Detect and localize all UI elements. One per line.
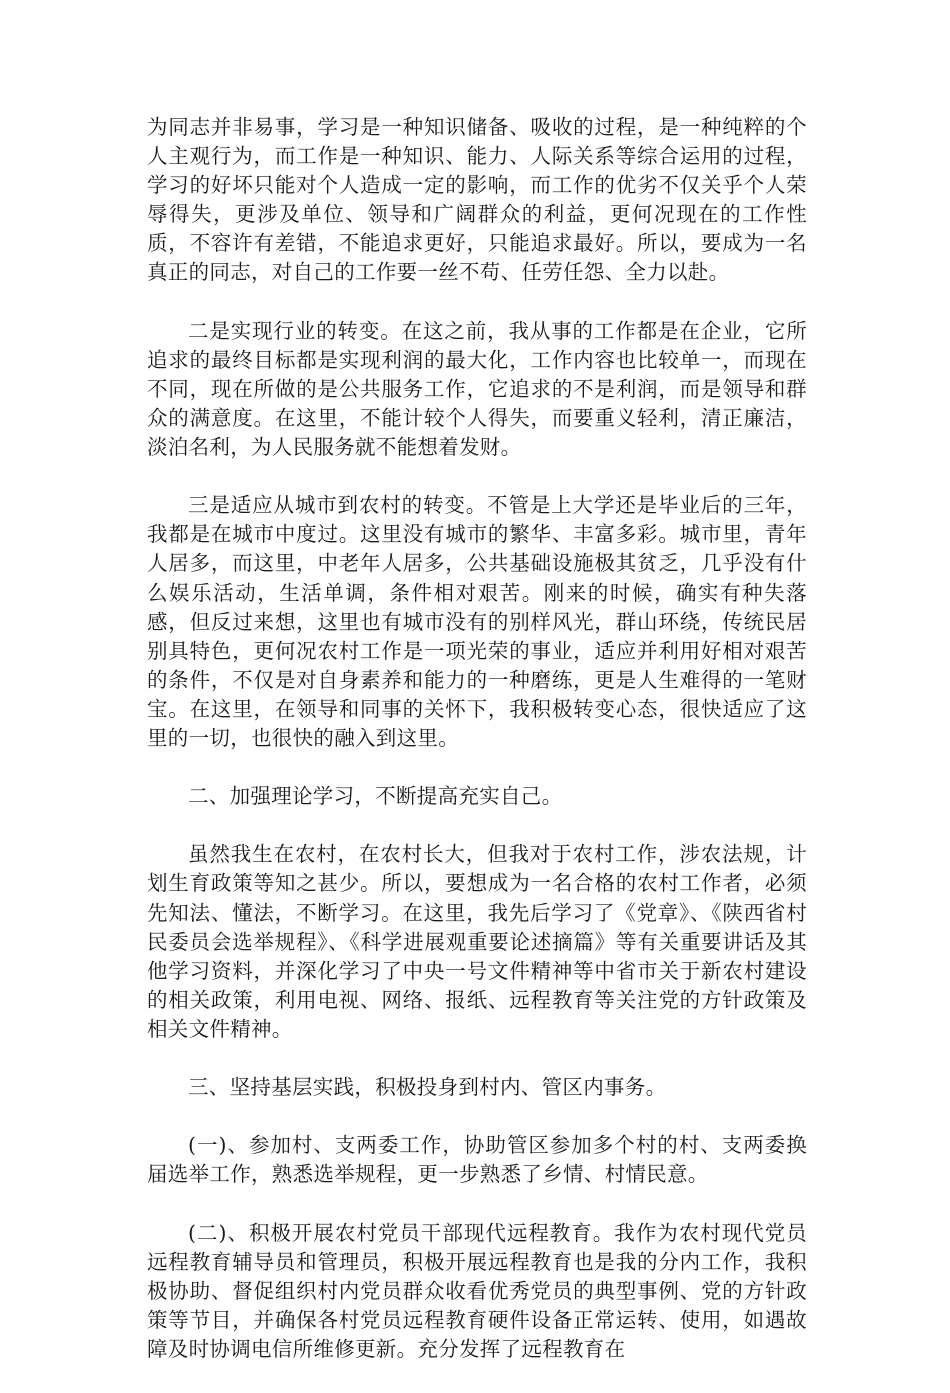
section-heading-grassroots-practice: 三、坚持基层实践，积极投身到村内、管区内事务。 [188, 1075, 667, 1100]
paragraph-item-one: (一)、参加村、支两委工作，协助管区参加多个村的村、支两委换届选举工作，熟悉选举规程，更一步熟悉了乡情、村情民意。 [147, 1133, 807, 1187]
paragraph-industry-transition: 二是实现行业的转变。在这之前，我从事的工作都是在企业，它所追求的最终目标都是实现利润的最大化，工作内容也比较单一，而现在不同，现在所做的是公共服务工作，它追求的不是利润，而是领导和群众的满意度。在这里，不能计较个人得失，而要重义轻利，清正廉洁，淡泊名利，为人民服务就不能想着发财。 [147, 318, 807, 460]
document-body [147, 113, 807, 1393]
paragraph-study-details: 虽然我生在农村，在农村长大，但我对于农村工作，涉农法规，计划生育政策等知之甚少。所以，要想成为一名合格的农村工作者，必须先知法、懂法，不断学习。在这里，我先后学习了《党章》、《陕西省村民委员会选举规程》、《科学进展观重要论述摘篇》等有关重要讲话及其他学习资料，并深化学习了中央一号文件精神等中省市关于新农村建设的相关政策，利用电视、网络、报纸、远程教育等关注党的方针政策及相关文件精神。 [147, 842, 807, 1041]
paragraph-city-to-rural: 三是适应从城市到农村的转变。不管是上大学还是毕业后的三年，我都是在城市中度过。这里没有城市的繁华、丰富多彩。城市里，青年人居多，而这里，中老年人居多，公共基础设施极其贫乏，几乎没有什么娱乐活动，生活单调，条件相对艰苦。刚来的时候，确实有种失落感，但反过来想，这里也有城市没有的别样风光，群山环绕，传统民居别具特色，更何况农村工作是一项光荣的事业，适应并利用好相对艰苦的条件，不仅是对自身素养和能力的一种磨练，更是人生难得的一笔财宝。在这里，在领导和同事的关怀下，我积极转变心态，很快适应了这里的一切，也很快的融入到这里。 [147, 493, 807, 750]
paragraph-continuation: 为同志并非易事，学习是一种知识储备、吸收的过程，是一种纯粹的个人主观行为，而工作是一种知识、能力、人际关系等综合运用的过程，学习的好坏只能对个人造成一定的影响，而工作的优劣不仅关乎个人荣辱得失，更涉及单位、领导和广阔群众的利益，更何况现在的工作性质，不容许有差错，不能追求更好，只能追求最好。所以，要成为一名真正的同志，对自己的工作要一丝不苟、任劳任怨、全力以赴。 [147, 115, 807, 285]
paragraph-item-two: (二)、积极开展农村党员干部现代远程教育。我作为农村现代党员远程教育辅导员和管理员，积极开展远程教育也是我的分内工作，我积极协助、督促组织村内党员群众收看优秀党员的典型事例、党的方针政策等节目，并确保各村党员远程教育硬件设备正常运转、使用，如遇故障及时协调电信所维修更新。充分发挥了远程教育在 [147, 1220, 807, 1361]
section-heading-theory-study: 二、加强理论学习，不断提高充实自己。 [188, 784, 563, 809]
